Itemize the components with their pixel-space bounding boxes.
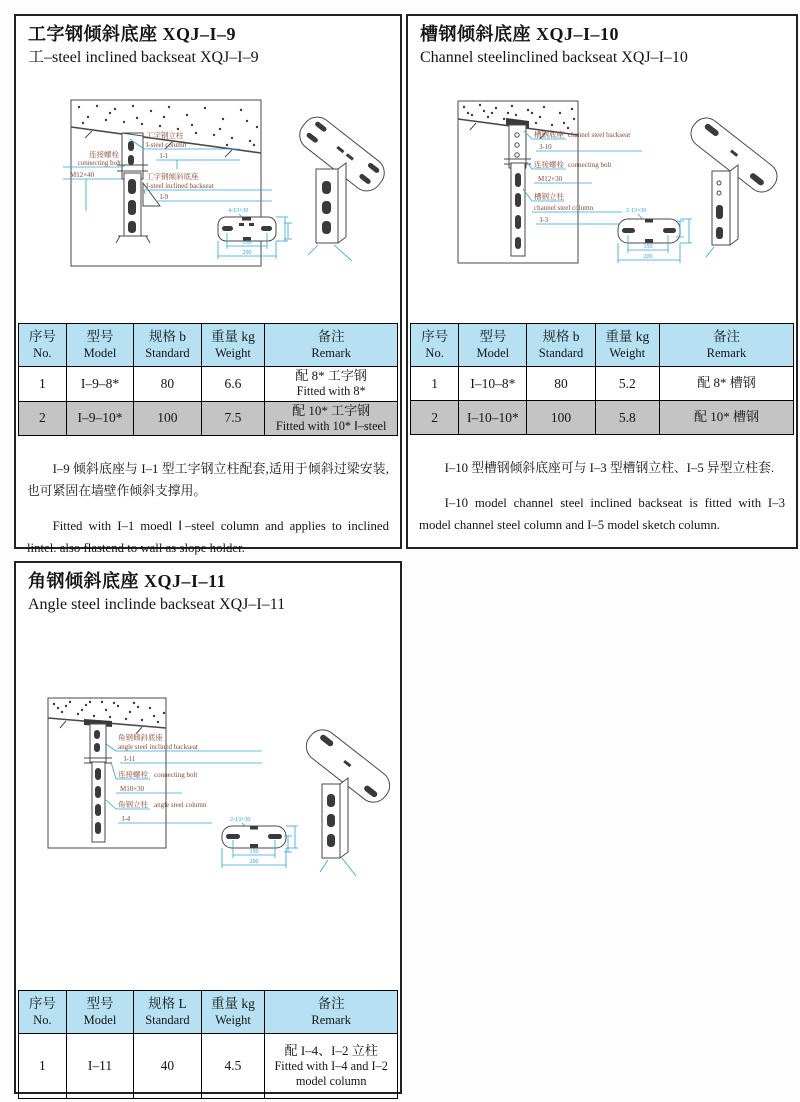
column-assembly	[84, 719, 112, 842]
cell-model: I–9–10*	[66, 401, 133, 436]
col-model: 型号 Model	[459, 324, 527, 367]
label-column-model: I-4	[122, 815, 131, 823]
drawing-area-i10	[408, 93, 796, 323]
title-zh: 槽钢倾斜底座 XQJ–I–10	[420, 24, 620, 44]
table-row	[411, 401, 794, 435]
label-column-model: I-1	[160, 152, 169, 160]
label-backseat	[144, 171, 272, 201]
cell-no: 2	[19, 401, 67, 436]
plate-dim-inner: 130	[242, 240, 252, 246]
col-no: 序号 No.	[19, 991, 67, 1034]
col-standard: 规格 b Standard	[527, 324, 595, 367]
col-no: 序号 No.	[411, 324, 459, 367]
cell-weight: 5.8	[595, 401, 659, 435]
title-en: Channel steelinclined backseat XQJ–I–10	[420, 48, 688, 66]
table-row	[19, 367, 398, 402]
col-standard: 规格 L Standard	[134, 991, 201, 1034]
spec-table-i10	[410, 323, 794, 435]
title-zh: 角钢倾斜底座 XQJ–I–11	[28, 571, 227, 591]
label-bolt-zh: 连接螺栓	[118, 770, 148, 779]
cell-weight: 6.6	[201, 367, 265, 402]
drawing-area-i9	[16, 93, 400, 323]
title-en: Angle steel inclinde backseat XQJ–I–11	[28, 595, 286, 613]
label-column-zh: 角钢立柱	[118, 800, 148, 809]
cell-standard: 40	[134, 1034, 201, 1099]
cell-standard: 80	[134, 367, 201, 402]
label-bolt-model: M12×30	[538, 175, 563, 183]
plate-slot-dim: 2-13×30	[230, 817, 251, 823]
cell-no: 2	[411, 401, 459, 435]
col-weight: 重量 kg Weight	[201, 324, 265, 367]
panel-title-block	[16, 563, 400, 640]
cell-standard: 80	[527, 367, 595, 401]
cell-remark: 配 I–4、I–2 立柱 Fitted with I–4 and I–2 model column	[265, 1034, 398, 1099]
label-column	[523, 189, 622, 224]
label-bolt	[111, 762, 197, 793]
label-bolt-en: connecting bolt	[154, 771, 198, 779]
table-header-row	[19, 991, 398, 1034]
elevation-drawing-i11	[16, 640, 400, 990]
panel-title-block	[16, 16, 400, 93]
plate-slot-dim: 2-13×30	[626, 208, 647, 214]
label-bolt-zh: 连接螺栓	[534, 160, 564, 169]
label-backseat-zh: 角钢倾斜底座	[118, 733, 163, 742]
label-backseat	[106, 732, 262, 763]
plate-top-view	[222, 817, 298, 868]
title-en: 工–steel inclined backseat XQJ–I–9	[28, 48, 259, 66]
plate-top-view	[218, 208, 288, 259]
cell-model: I–11	[66, 1034, 133, 1099]
panel-xqj-i-10	[406, 14, 798, 549]
col-weight: 重量 kg Weight	[201, 991, 265, 1034]
cell-weight: 7.5	[201, 401, 265, 436]
iso-view	[676, 112, 783, 257]
table-row	[19, 401, 398, 436]
col-remark: 备注 Remark	[265, 324, 398, 367]
cell-standard: 100	[527, 401, 595, 435]
plate-dim-outer: 200	[249, 859, 259, 865]
label-bolt-en: connecting bolt	[568, 161, 612, 169]
label-column-en: I-steel column	[146, 141, 187, 149]
label-backseat	[524, 129, 642, 151]
panel-title-block	[408, 16, 796, 93]
cell-weight: 5.2	[595, 367, 659, 401]
plate-dim-outer: 200	[242, 250, 252, 256]
label-bolt	[63, 149, 126, 211]
label-column-zh: 槽钢立柱	[534, 192, 564, 201]
iso-view	[284, 111, 390, 261]
label-backseat-model: I-11	[124, 755, 136, 763]
column-assembly	[504, 118, 531, 256]
spec-table-i9	[18, 323, 398, 436]
elevation-drawing-i10	[408, 93, 796, 323]
col-no: 序号 No.	[19, 324, 67, 367]
label-column-en: angle steel column	[154, 801, 207, 809]
cell-no: 1	[19, 367, 67, 402]
cell-remark: 配 10* 槽钢	[659, 401, 793, 435]
spec-table-i11	[18, 990, 398, 1099]
note-zh: I–9 倾斜底座与 I–1 型工字钢立柱配套,适用于倾斜过梁安装,也可紧固在墙壁作倾斜支撑用。	[27, 462, 389, 499]
label-bolt-model: M10×30	[120, 785, 145, 793]
elevation-drawing-i9	[16, 93, 400, 323]
note-zh: I–10 型槽钢倾斜底座可与 I–3 型槽钢立柱、I–5 异型立柱套.	[444, 460, 775, 475]
cell-model: I–10–8*	[459, 367, 527, 401]
label-column	[106, 799, 212, 823]
label-backseat-model: I-9	[160, 193, 169, 201]
plate-dim-outer: 200	[643, 254, 653, 260]
structure-box	[48, 698, 166, 848]
label-backseat-zh: 槽钢底座	[534, 130, 564, 139]
table-header-row	[19, 324, 398, 367]
label-column-en: channel steel column	[534, 204, 594, 212]
label-bolt	[527, 159, 611, 183]
label-backseat-en: I-steel inclined backseat	[146, 182, 214, 190]
cell-no: 1	[411, 367, 459, 401]
drawing-area-i11	[16, 640, 400, 990]
notes-block	[16, 436, 400, 559]
label-column	[130, 130, 240, 169]
panel-xqj-i-9	[14, 14, 402, 555]
cell-model: I–9–8*	[66, 367, 133, 402]
col-remark: 备注 Remark	[265, 991, 398, 1034]
cell-remark: 配 8* 工字钢 Fitted with 8*	[265, 367, 398, 402]
notes-block	[408, 435, 796, 536]
panel-xqj-i-11	[14, 561, 402, 1094]
label-backseat-model: I-10	[540, 143, 552, 151]
cell-model: I–10–10*	[459, 401, 527, 435]
table-row	[19, 1034, 398, 1099]
note-en: I–10 model channel steel inclined backseat is fitted with I–3 model channel steel column and I–5 model sketch column.	[419, 495, 785, 532]
col-model: 型号 Model	[66, 991, 133, 1034]
label-column-zh: 工字钢立柱	[146, 131, 184, 140]
plate-dim-inner: 150	[643, 244, 653, 250]
cell-no: 1	[19, 1034, 67, 1099]
table-row	[411, 367, 794, 401]
label-bolt-model: M12×40	[70, 171, 95, 179]
label-backseat-en: angle steel inclined backseat	[118, 743, 198, 751]
cell-remark: 配 8* 槽钢	[659, 367, 793, 401]
label-bolt-zh: 连接螺栓	[89, 150, 119, 159]
note-en: Fitted with I–1 moedl Ⅰ–steel column and applies to inclined lintel. also flastend to wall as slope holder.	[27, 518, 389, 555]
table-header-row	[411, 324, 794, 367]
col-model: 型号 Model	[66, 324, 133, 367]
cell-standard: 100	[134, 401, 201, 436]
plate-slot-dim: 4-13×30	[228, 208, 249, 214]
col-remark: 备注 Remark	[659, 324, 793, 367]
iso-view	[284, 724, 396, 876]
plate-top-view	[618, 208, 692, 263]
col-standard: 规格 b Standard	[134, 324, 201, 367]
label-column-model: I-3	[540, 216, 549, 224]
label-bolt-en: connecting bolt	[77, 159, 121, 167]
title-zh: 工字钢倾斜底座 XQJ–I–9	[28, 24, 237, 44]
label-backseat-en: channel steel backseat	[568, 131, 631, 139]
plate-dim-inner: 150	[249, 849, 259, 855]
cell-remark: 配 10* 工字钢 Fitted with 10* Ⅰ–steel	[265, 401, 398, 436]
label-backseat-zh: 工字钢倾斜底座	[146, 172, 199, 181]
col-weight: 重量 kg Weight	[595, 324, 659, 367]
cell-weight: 4.5	[201, 1034, 265, 1099]
